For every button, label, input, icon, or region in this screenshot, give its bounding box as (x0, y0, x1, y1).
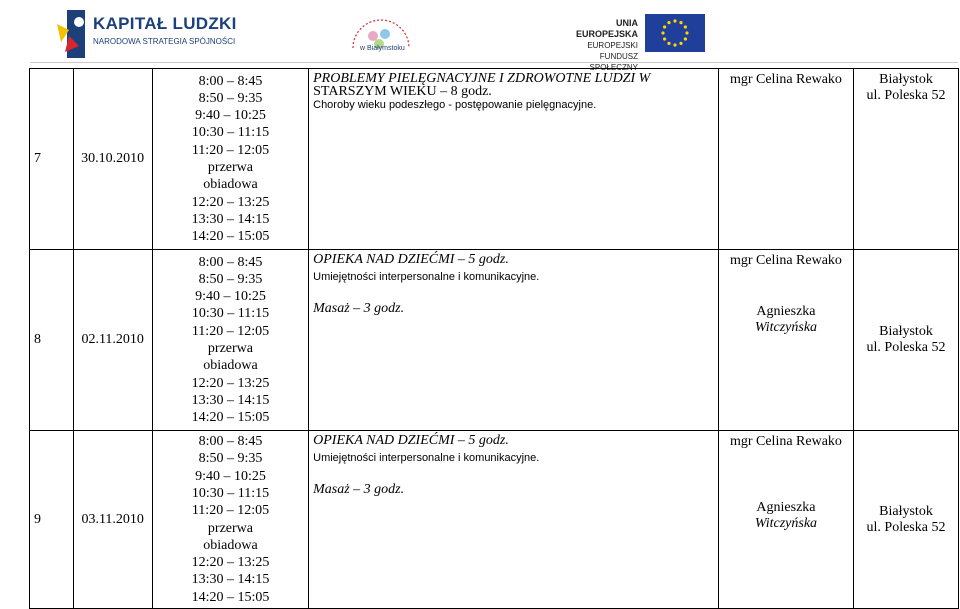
ops-logo (343, 8, 419, 62)
teacher-cell (718, 431, 853, 609)
subject-description: Umiejętności interpersonalne i komunikacyjne. (313, 271, 540, 283)
place-cell (854, 250, 959, 431)
subject-description: Choroby wieku podeszłego - postępowanie pielęgnacyjne. (313, 99, 597, 111)
subject-title: OPIEKA NAD DZIEĆMI – 5 godz. (313, 433, 509, 448)
break-label: przerwa (207, 520, 253, 536)
teacher-name: mgr Celina Rewako (729, 253, 842, 268)
time-slot: 11:20 – 12:05 (191, 503, 270, 519)
place-city: Białystok (879, 72, 933, 87)
time-list (152, 250, 308, 431)
row-number: 9 (30, 431, 74, 609)
break-label: przerwa (207, 160, 253, 175)
time-slot: 14:20 – 15:05 (191, 410, 270, 426)
teacher2-last: Witczyńska (754, 516, 818, 531)
time-slot: 8:50 – 9:35 (198, 271, 263, 287)
time-slot: 12:20 – 13:25 (191, 555, 270, 571)
table-row (30, 431, 959, 609)
subject-title: OPIEKA NAD DZIEĆMI – 5 godz. (313, 252, 509, 267)
time-slot: 8:00 – 8:45 (198, 434, 263, 450)
time-slot: 8:50 – 9:35 (198, 90, 263, 106)
subject-title-massage: Masaż – 3 godz. (313, 482, 405, 497)
eu-star-icon (684, 37, 687, 40)
place-city: Białystok (879, 324, 933, 339)
time-slot: 14:20 – 15:05 (191, 229, 270, 245)
schedule-table (29, 68, 959, 609)
time-slot: 13:30 – 14:15 (191, 211, 270, 227)
eu-line3: FUNDUSZ SPOŁECZNY (589, 52, 638, 72)
eu-star-icon (684, 25, 687, 28)
eu-star-icon (679, 42, 682, 45)
time-slot: 14:20 – 15:05 (191, 589, 270, 605)
teacher-cell (718, 250, 853, 431)
time-list (152, 431, 308, 609)
time-slot: 9:40 – 10:25 (195, 108, 266, 124)
subject-description: Umiejętności interpersonalne i komunikacyjne. (313, 452, 540, 464)
eu-star-icon (685, 31, 688, 34)
time-slot: 13:30 – 14:15 (191, 392, 270, 408)
row-date: 03.11.2010 (73, 431, 152, 609)
subject-title-cont: STARSZYM WIEKU – 8 godz. (313, 84, 492, 99)
time-slot: 13:30 – 14:15 (191, 572, 270, 588)
break-label: przerwa (207, 341, 253, 356)
header-divider (30, 62, 958, 63)
teacher2-first: Agnieszka (756, 500, 816, 515)
time-slot: 9:40 – 10:25 (195, 468, 266, 484)
ops-town-label: w Białymstoku (360, 45, 405, 52)
teacher-name: mgr Celina Rewako (729, 434, 842, 449)
table-row (30, 250, 959, 431)
eu-text (560, 18, 638, 73)
subject-cell (309, 250, 719, 431)
kapital-ludzki-title: KAPITAŁ LUDZKI (93, 14, 237, 33)
place-street: ul. Poleska 52 (866, 88, 946, 103)
teacher2-first: Agnieszka (756, 304, 816, 319)
eu-star-icon (661, 31, 664, 34)
subject-cell (309, 69, 719, 250)
break-label: obiadowa (203, 177, 258, 193)
eu-star-icon (673, 19, 676, 22)
subject-title-massage: Masaż – 3 godz. (313, 301, 405, 316)
time-list (152, 69, 308, 250)
break-label: obiadowa (203, 358, 258, 374)
place-cell (854, 431, 959, 609)
time-slot: 11:20 – 12:05 (191, 323, 270, 339)
subject-cell (309, 431, 719, 609)
eu-flag-icon (645, 14, 705, 52)
row-date: 30.10.2010 (73, 69, 152, 250)
time-slot: 10:30 – 11:15 (191, 485, 270, 501)
logo-header (0, 0, 960, 72)
eu-star-icon (679, 21, 682, 24)
time-slot: 9:40 – 10:25 (195, 289, 266, 305)
eu-star-icon (673, 43, 676, 46)
time-slot: 8:00 – 8:45 (198, 73, 263, 89)
time-slot: 8:00 – 8:45 (198, 254, 263, 270)
row-date: 02.11.2010 (73, 250, 152, 431)
table-row (30, 69, 959, 250)
eu-star-icon (667, 42, 670, 45)
eu-star-icon (663, 25, 666, 28)
eu-star-icon (667, 21, 670, 24)
eu-line2: EUROPEJSKI (587, 41, 638, 50)
time-slot: 8:50 – 9:35 (198, 451, 263, 467)
row-number: 8 (30, 250, 74, 431)
eu-star-icon (663, 37, 666, 40)
teacher-cell (718, 69, 853, 250)
kapital-ludzki-subtitle: NARODOWA STRATEGIA SPÓJNOŚCI (93, 37, 236, 46)
place-street: ul. Poleska 52 (866, 519, 946, 535)
time-slot: 10:30 – 11:15 (191, 306, 270, 322)
row-number: 7 (30, 69, 74, 250)
teacher2-last: Witczyńska (754, 320, 818, 335)
time-slot: 12:20 – 13:25 (191, 194, 270, 210)
place-street: ul. Poleska 52 (866, 340, 946, 355)
time-slot: 11:20 – 12:05 (191, 142, 270, 158)
place-cell (854, 69, 959, 250)
eu-line1: UNIA EUROPEJSKA (575, 18, 638, 39)
subject-title: PROBLEMY PIELĘGNACYJNE I ZDROWOTNE LUDZI W (313, 71, 651, 86)
break-label: obiadowa (203, 537, 258, 553)
place-city: Białystok (879, 503, 933, 519)
time-slot: 10:30 – 11:15 (191, 125, 270, 141)
teacher-name: mgr Celina Rewako (729, 72, 842, 87)
time-slot: 12:20 – 13:25 (191, 375, 270, 391)
